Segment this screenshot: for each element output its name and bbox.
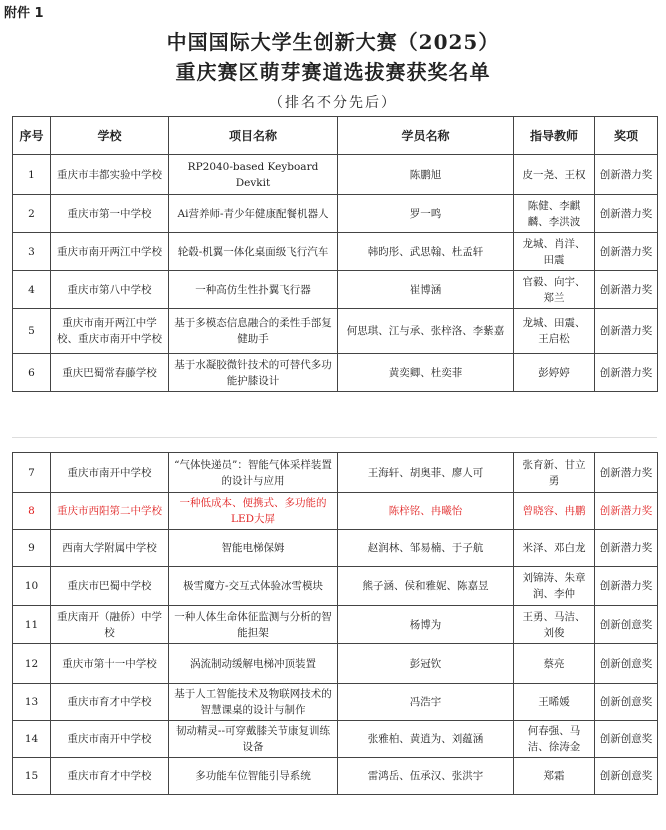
- table-row: [13, 271, 658, 309]
- row-school: 重庆市西阳第二中学校: [51, 493, 169, 530]
- row-no: 15: [13, 758, 51, 795]
- row-students: 赵润林、邹易楠、于子航: [338, 530, 514, 567]
- row-students: 张雅柏、黄逍为、刘蕴涵: [338, 721, 514, 758]
- row-award: 创新创意奖: [595, 644, 658, 684]
- table-row: [13, 530, 658, 567]
- page-title: 中国国际大学生创新大赛（2025）: [166, 30, 500, 54]
- row-project: “气体快递员”：智能气体采样装置的设计与应用: [169, 453, 338, 493]
- row-teachers: 龙城、肖洋、田震: [514, 233, 595, 271]
- row-students: 熊子涵、侯和雅妮、陈嘉昱: [338, 567, 514, 606]
- attachment-label: 附件 1: [4, 6, 44, 21]
- row-project: 韧动精灵--可穿戴膝关节康复训练设备: [169, 721, 338, 758]
- row-students: 彭冠钦: [338, 644, 514, 684]
- row-no: 9: [13, 530, 51, 567]
- row-teachers: 王晞媛: [514, 684, 595, 721]
- table-row: [13, 309, 658, 354]
- row-teachers: 曾晓容、冉鹏: [514, 493, 595, 530]
- row-school: 重庆市第八中学校: [51, 271, 169, 309]
- row-no: 5: [13, 309, 51, 354]
- row-teachers: 郑霜: [514, 758, 595, 795]
- table-row: [13, 493, 658, 530]
- row-students: 罗一鸣: [338, 195, 514, 233]
- row-award: 创新潜力奖: [595, 493, 658, 530]
- row-school: 重庆巴蜀常春藤学校: [51, 354, 169, 392]
- row-school: 重庆市南开两江中学校、重庆市南开中学校: [51, 309, 169, 354]
- page-subtitle-title: 重庆赛区萌芽赛道选拔赛获奖名单: [175, 60, 491, 84]
- row-school: 重庆市丰都实验中学校: [51, 155, 169, 195]
- row-no: 2: [13, 195, 51, 233]
- row-students: 王海轩、胡奥菲、廖人可: [338, 453, 514, 493]
- table-body-part1: [13, 155, 658, 392]
- row-teachers: 刘锦涛、朱章润、李仲: [514, 567, 595, 606]
- row-school: 西南大学附属中学校: [51, 530, 169, 567]
- row-students: 何思琪、江与承、张梓洛、李紫嘉: [338, 309, 514, 354]
- table-row: [13, 721, 658, 758]
- row-award: 创新潜力奖: [595, 453, 658, 493]
- row-project: 极雪魔方-交互式体验冰雪模块: [169, 567, 338, 606]
- row-no: 13: [13, 684, 51, 721]
- column-header-award: 奖项: [595, 117, 658, 155]
- row-school: 重庆市第一中学校: [51, 195, 169, 233]
- table-row: [13, 758, 658, 795]
- row-project: RP2040-based Keyboard Devkit: [169, 155, 338, 195]
- row-school: 重庆市育才中学校: [51, 758, 169, 795]
- row-students: 陈梓铭、冉曦怡: [338, 493, 514, 530]
- row-teachers: 彭婷婷: [514, 354, 595, 392]
- row-award: 创新创意奖: [595, 606, 658, 644]
- award-table-part2: [12, 452, 658, 795]
- row-students: 冯浩宇: [338, 684, 514, 721]
- row-award: 创新创意奖: [595, 721, 658, 758]
- row-students: 韩昀彤、武思翰、杜孟轩: [338, 233, 514, 271]
- column-header-school: 学校: [51, 117, 169, 155]
- row-teachers: 龙城、田震、王启松: [514, 309, 595, 354]
- row-school: 重庆南开（融侨）中学校: [51, 606, 169, 644]
- row-project: 智能电梯保姆: [169, 530, 338, 567]
- column-header-no: 序号: [13, 117, 51, 155]
- row-award: 创新创意奖: [595, 758, 658, 795]
- award-table-part1: [12, 116, 658, 392]
- row-no: 4: [13, 271, 51, 309]
- table-header-row: [13, 117, 658, 155]
- table-body-part2: [13, 453, 658, 795]
- row-project: 一种人体生命体征监测与分析的智能担架: [169, 606, 338, 644]
- row-no: 3: [13, 233, 51, 271]
- ranking-note: （排名不分先后）: [269, 95, 397, 111]
- row-no: 11: [13, 606, 51, 644]
- row-students: 陈鹏旭: [338, 155, 514, 195]
- table-row: [13, 195, 658, 233]
- row-award: 创新潜力奖: [595, 271, 658, 309]
- row-project: 多功能车位智能引导系统: [169, 758, 338, 795]
- row-no: 1: [13, 155, 51, 195]
- row-no: 12: [13, 644, 51, 684]
- row-award: 创新潜力奖: [595, 309, 658, 354]
- row-school: 重庆市南开两江中学校: [51, 233, 169, 271]
- row-teachers: 官毅、向宇、郑兰: [514, 271, 595, 309]
- row-project: 一种低成本、便携式、多功能的LED大屏: [169, 493, 338, 530]
- row-project: 一种高仿生性扑翼飞行器: [169, 271, 338, 309]
- column-header-students: 学员名称: [338, 117, 514, 155]
- row-project: 基于人工智能技术及物联网技术的智慧课桌的设计与制作: [169, 684, 338, 721]
- column-header-project: 项目名称: [169, 117, 338, 155]
- row-school: 重庆市南开中学校: [51, 453, 169, 493]
- row-teachers: 米泽、邓白龙: [514, 530, 595, 567]
- row-teachers: 蔡亮: [514, 644, 595, 684]
- row-project: 轮毂-机翼一体化桌面级飞行汽车: [169, 233, 338, 271]
- row-teachers: 何春强、马洁、徐涛金: [514, 721, 595, 758]
- table-row: [13, 644, 658, 684]
- column-header-teachers: 指导教师: [514, 117, 595, 155]
- page-break-divider: [12, 437, 657, 438]
- row-teachers: 张育新、甘立勇: [514, 453, 595, 493]
- row-award: 创新潜力奖: [595, 195, 658, 233]
- table-row: [13, 567, 658, 606]
- row-project: 基于多模态信息融合的柔性手部复健助手: [169, 309, 338, 354]
- row-students: 崔博涵: [338, 271, 514, 309]
- row-school: 重庆市南开中学校: [51, 721, 169, 758]
- row-no: 6: [13, 354, 51, 392]
- row-teachers: 皮一尧、王权: [514, 155, 595, 195]
- row-no: 8: [13, 493, 51, 530]
- table-row: [13, 684, 658, 721]
- row-award: 创新潜力奖: [595, 233, 658, 271]
- row-no: 10: [13, 567, 51, 606]
- row-students: 杨博为: [338, 606, 514, 644]
- row-no: 14: [13, 721, 51, 758]
- table-row: [13, 453, 658, 493]
- row-award: 创新潜力奖: [595, 530, 658, 567]
- row-project: 涡流制动缓解电梯冲顶装置: [169, 644, 338, 684]
- row-award: 创新潜力奖: [595, 354, 658, 392]
- row-school: 重庆市巴蜀中学校: [51, 567, 169, 606]
- table-row: [13, 354, 658, 392]
- row-teachers: 陈健、李麒麟、李洪波: [514, 195, 595, 233]
- row-project: Ai营养师-青少年健康配餐机器人: [169, 195, 338, 233]
- row-students: 黄奕卿、杜奕菲: [338, 354, 514, 392]
- row-award: 创新创意奖: [595, 684, 658, 721]
- row-project: 基于水凝胶微针技术的可替代多功能护膝设计: [169, 354, 338, 392]
- table-row: [13, 155, 658, 195]
- row-school: 重庆市第十一中学校: [51, 644, 169, 684]
- table-row: [13, 606, 658, 644]
- table-row: [13, 233, 658, 271]
- row-no: 7: [13, 453, 51, 493]
- row-award: 创新潜力奖: [595, 567, 658, 606]
- row-students: 雷鸿岳、伍承汉、张洪宇: [338, 758, 514, 795]
- row-award: 创新潜力奖: [595, 155, 658, 195]
- row-school: 重庆市育才中学校: [51, 684, 169, 721]
- row-teachers: 王勇、马洁、刘俊: [514, 606, 595, 644]
